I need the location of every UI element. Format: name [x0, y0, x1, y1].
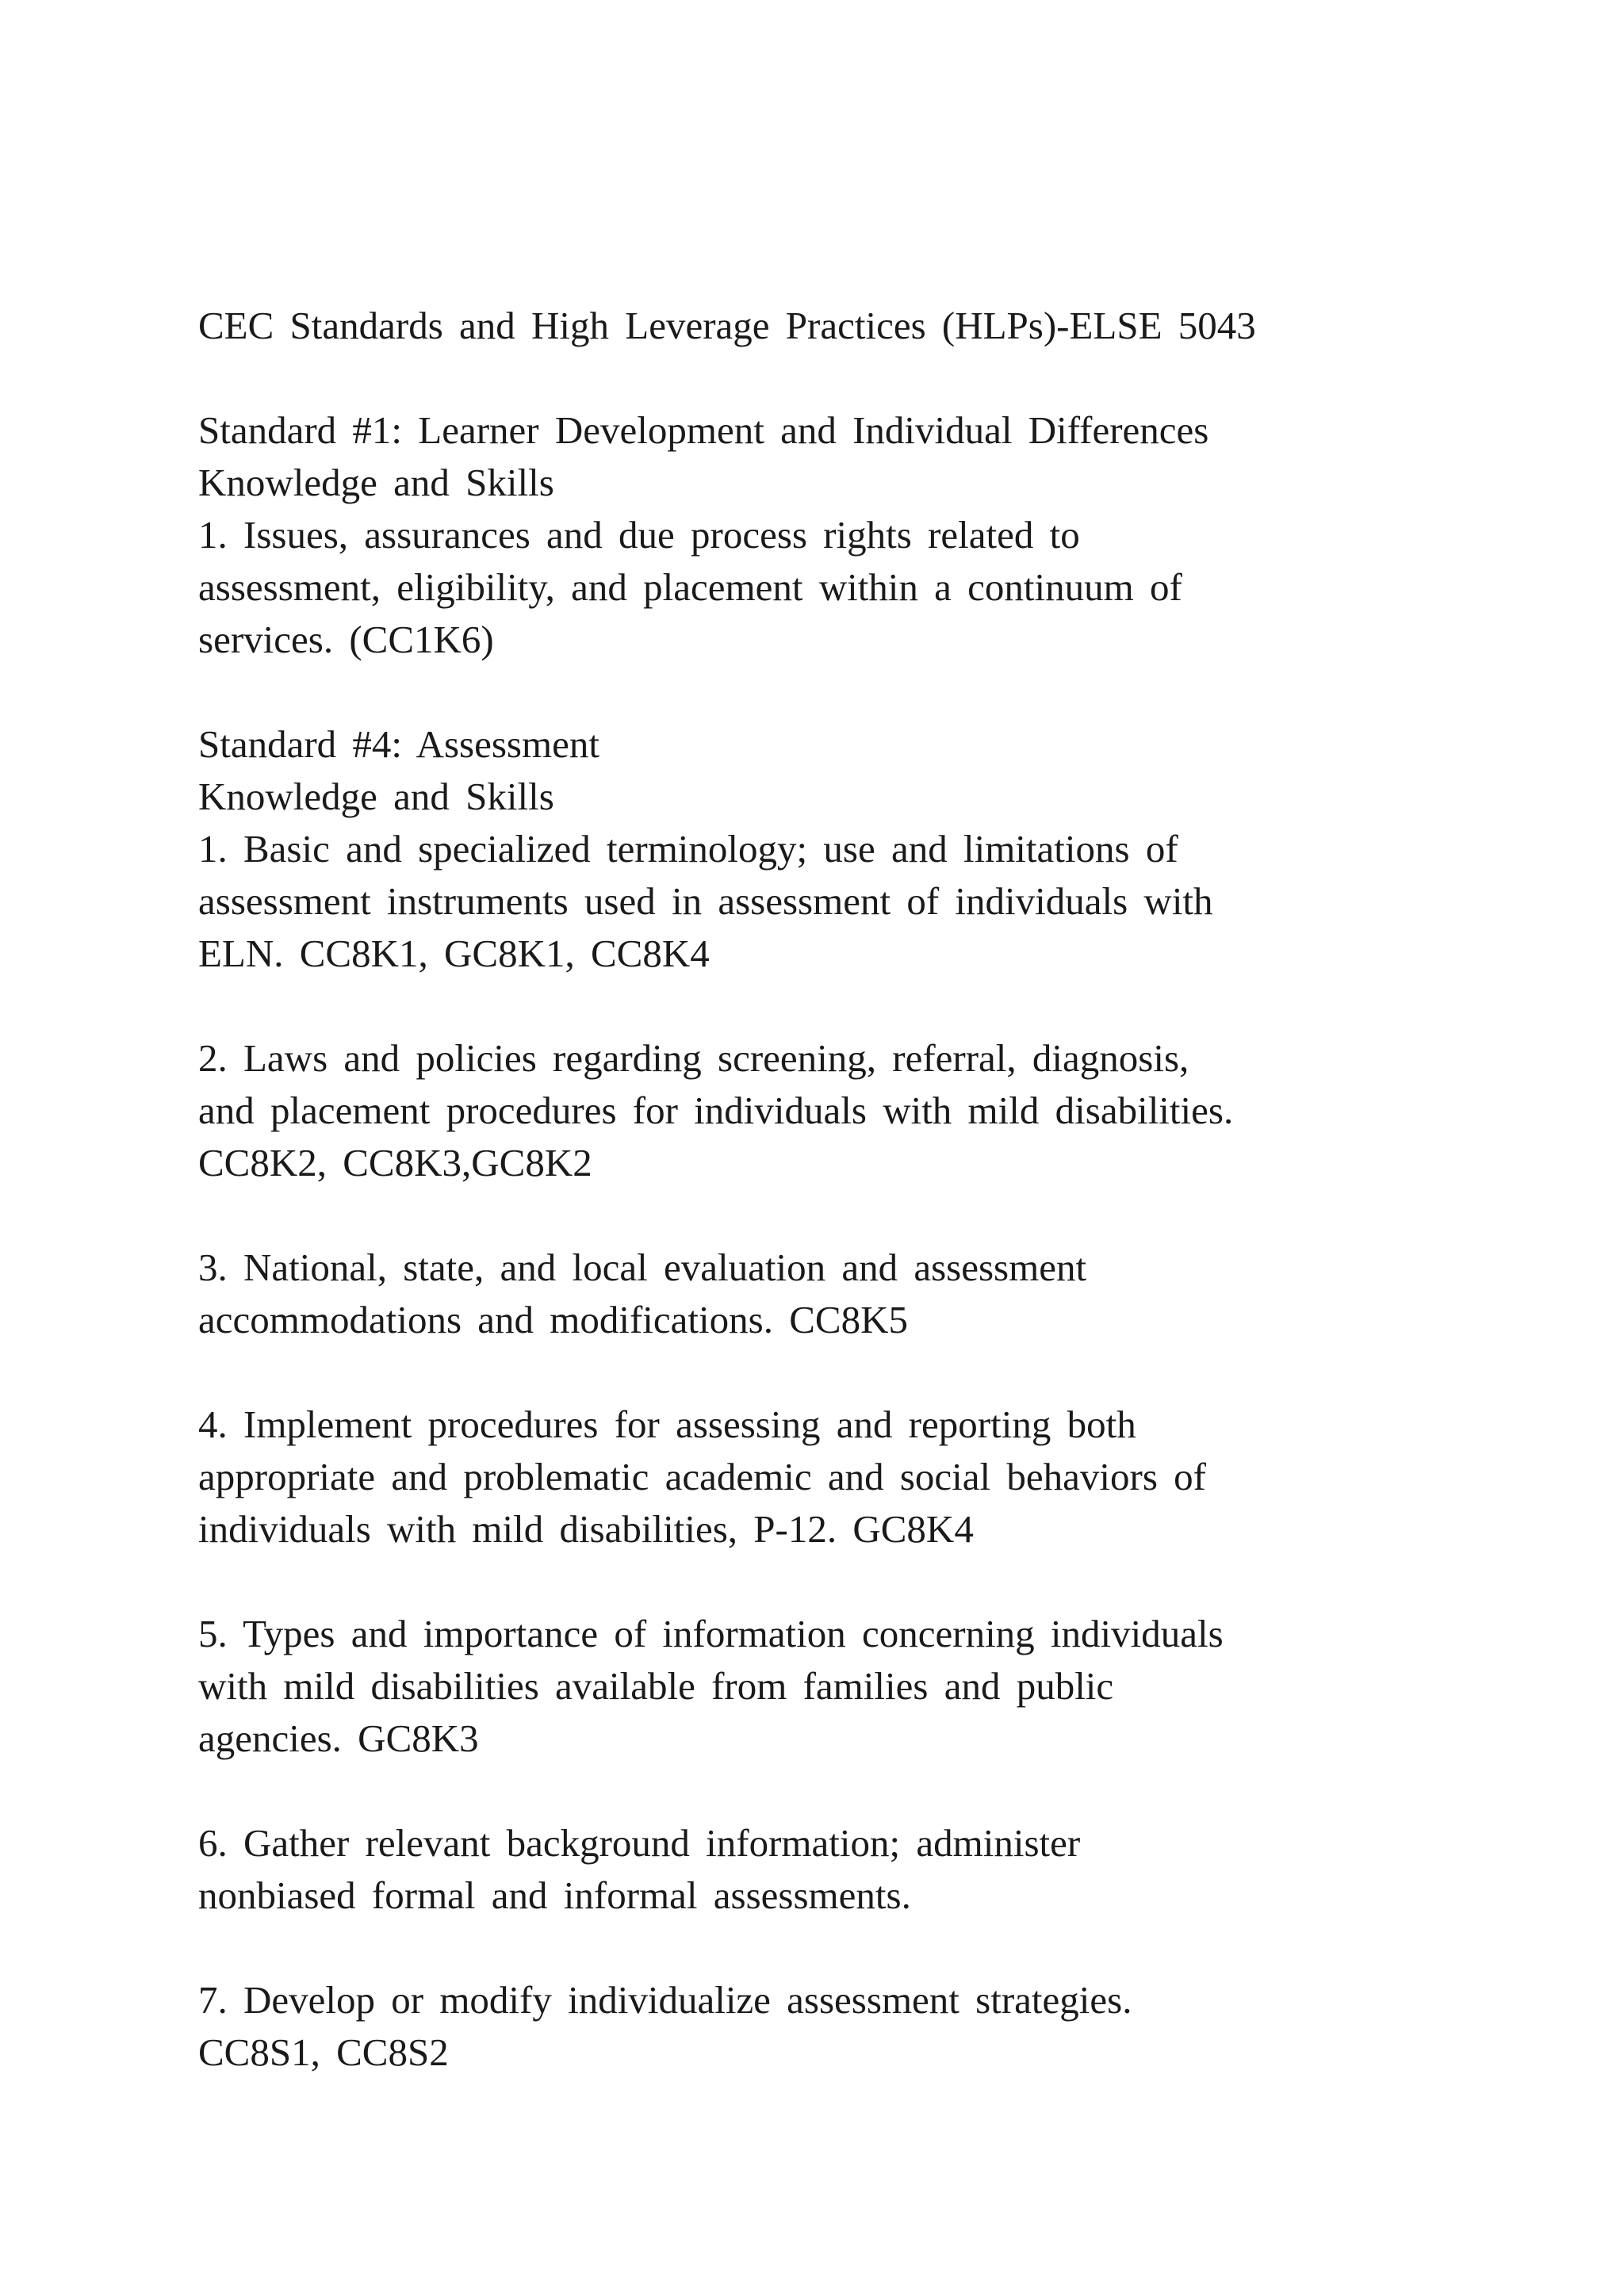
item-line: 3. National, state, and local evaluation and assessment — [198, 1246, 1087, 1289]
item-line: nonbiased formal and informal assessments. — [198, 1873, 911, 1917]
standard-4-item-2 — [198, 1032, 1562, 1189]
standard-4-item-6 — [198, 1817, 1562, 1922]
item-line: CC8S1, CC8S2 — [198, 2030, 449, 2074]
item-line: ELN. CC8K1, GC8K1, CC8K4 — [198, 932, 710, 975]
standard-4-item-1 — [198, 823, 1562, 980]
standard-4-item-5 — [198, 1608, 1562, 1765]
standard-1-heading: Standard #1: Learner Development and Individual Differences — [198, 408, 1209, 452]
spacer — [198, 1922, 1562, 1974]
spacer — [198, 1765, 1562, 1817]
item-line: services. (CC1K6) — [198, 618, 494, 661]
standard-4-subheading: Knowledge and Skills — [198, 775, 554, 818]
item-line: 5. Types and importance of information concerning individuals — [198, 1612, 1224, 1655]
standard-4-item-3 — [198, 1242, 1562, 1346]
item-line: agencies. GC8K3 — [198, 1716, 479, 1760]
standard-1-item-1 — [198, 509, 1562, 666]
item-line: 7. Develop or modify individualize assessment strategies. — [198, 1978, 1132, 2022]
item-line: 4. Implement procedures for assessing and reporting both — [198, 1402, 1136, 1446]
spacer — [198, 1346, 1562, 1399]
item-line: 2. Laws and policies regarding screening, referral, diagnosis, — [198, 1036, 1189, 1080]
item-line: appropriate and problematic academic and social behaviors of — [198, 1455, 1206, 1498]
document-body — [198, 300, 1562, 2079]
item-line: accommodations and modifications. CC8K5 — [198, 1298, 908, 1341]
item-line: 1. Issues, assurances and due process rights related to — [198, 513, 1080, 557]
item-line: CC8K2, CC8K3,GC8K2 — [198, 1141, 592, 1184]
document-title: CEC Standards and High Leverage Practices (HLPs)-ELSE 5043 — [198, 304, 1256, 347]
standard-4-item-7 — [198, 1974, 1562, 2079]
spacer — [198, 1556, 1562, 1608]
standard-1-subheading: Knowledge and Skills — [198, 461, 554, 504]
item-line: individuals with mild disabilities, P-12. GC8K4 — [198, 1507, 974, 1551]
spacer — [198, 666, 1562, 718]
standard-4-item-4 — [198, 1399, 1562, 1556]
item-line: with mild disabilities available from families and public — [198, 1664, 1114, 1708]
spacer — [198, 352, 1562, 404]
item-line: assessment instruments used in assessment of individuals with — [198, 879, 1213, 923]
spacer — [198, 980, 1562, 1032]
standard-4-heading: Standard #4: Assessment — [198, 722, 599, 766]
item-line: and placement procedures for individuals with mild disabilities. — [198, 1089, 1234, 1132]
item-line: assessment, eligibility, and placement within a continuum of — [198, 565, 1182, 609]
item-line: 6. Gather relevant background information; administer — [198, 1821, 1081, 1865]
item-line: 1. Basic and specialized terminology; use and limitations of — [198, 827, 1178, 871]
spacer — [198, 1189, 1562, 1242]
